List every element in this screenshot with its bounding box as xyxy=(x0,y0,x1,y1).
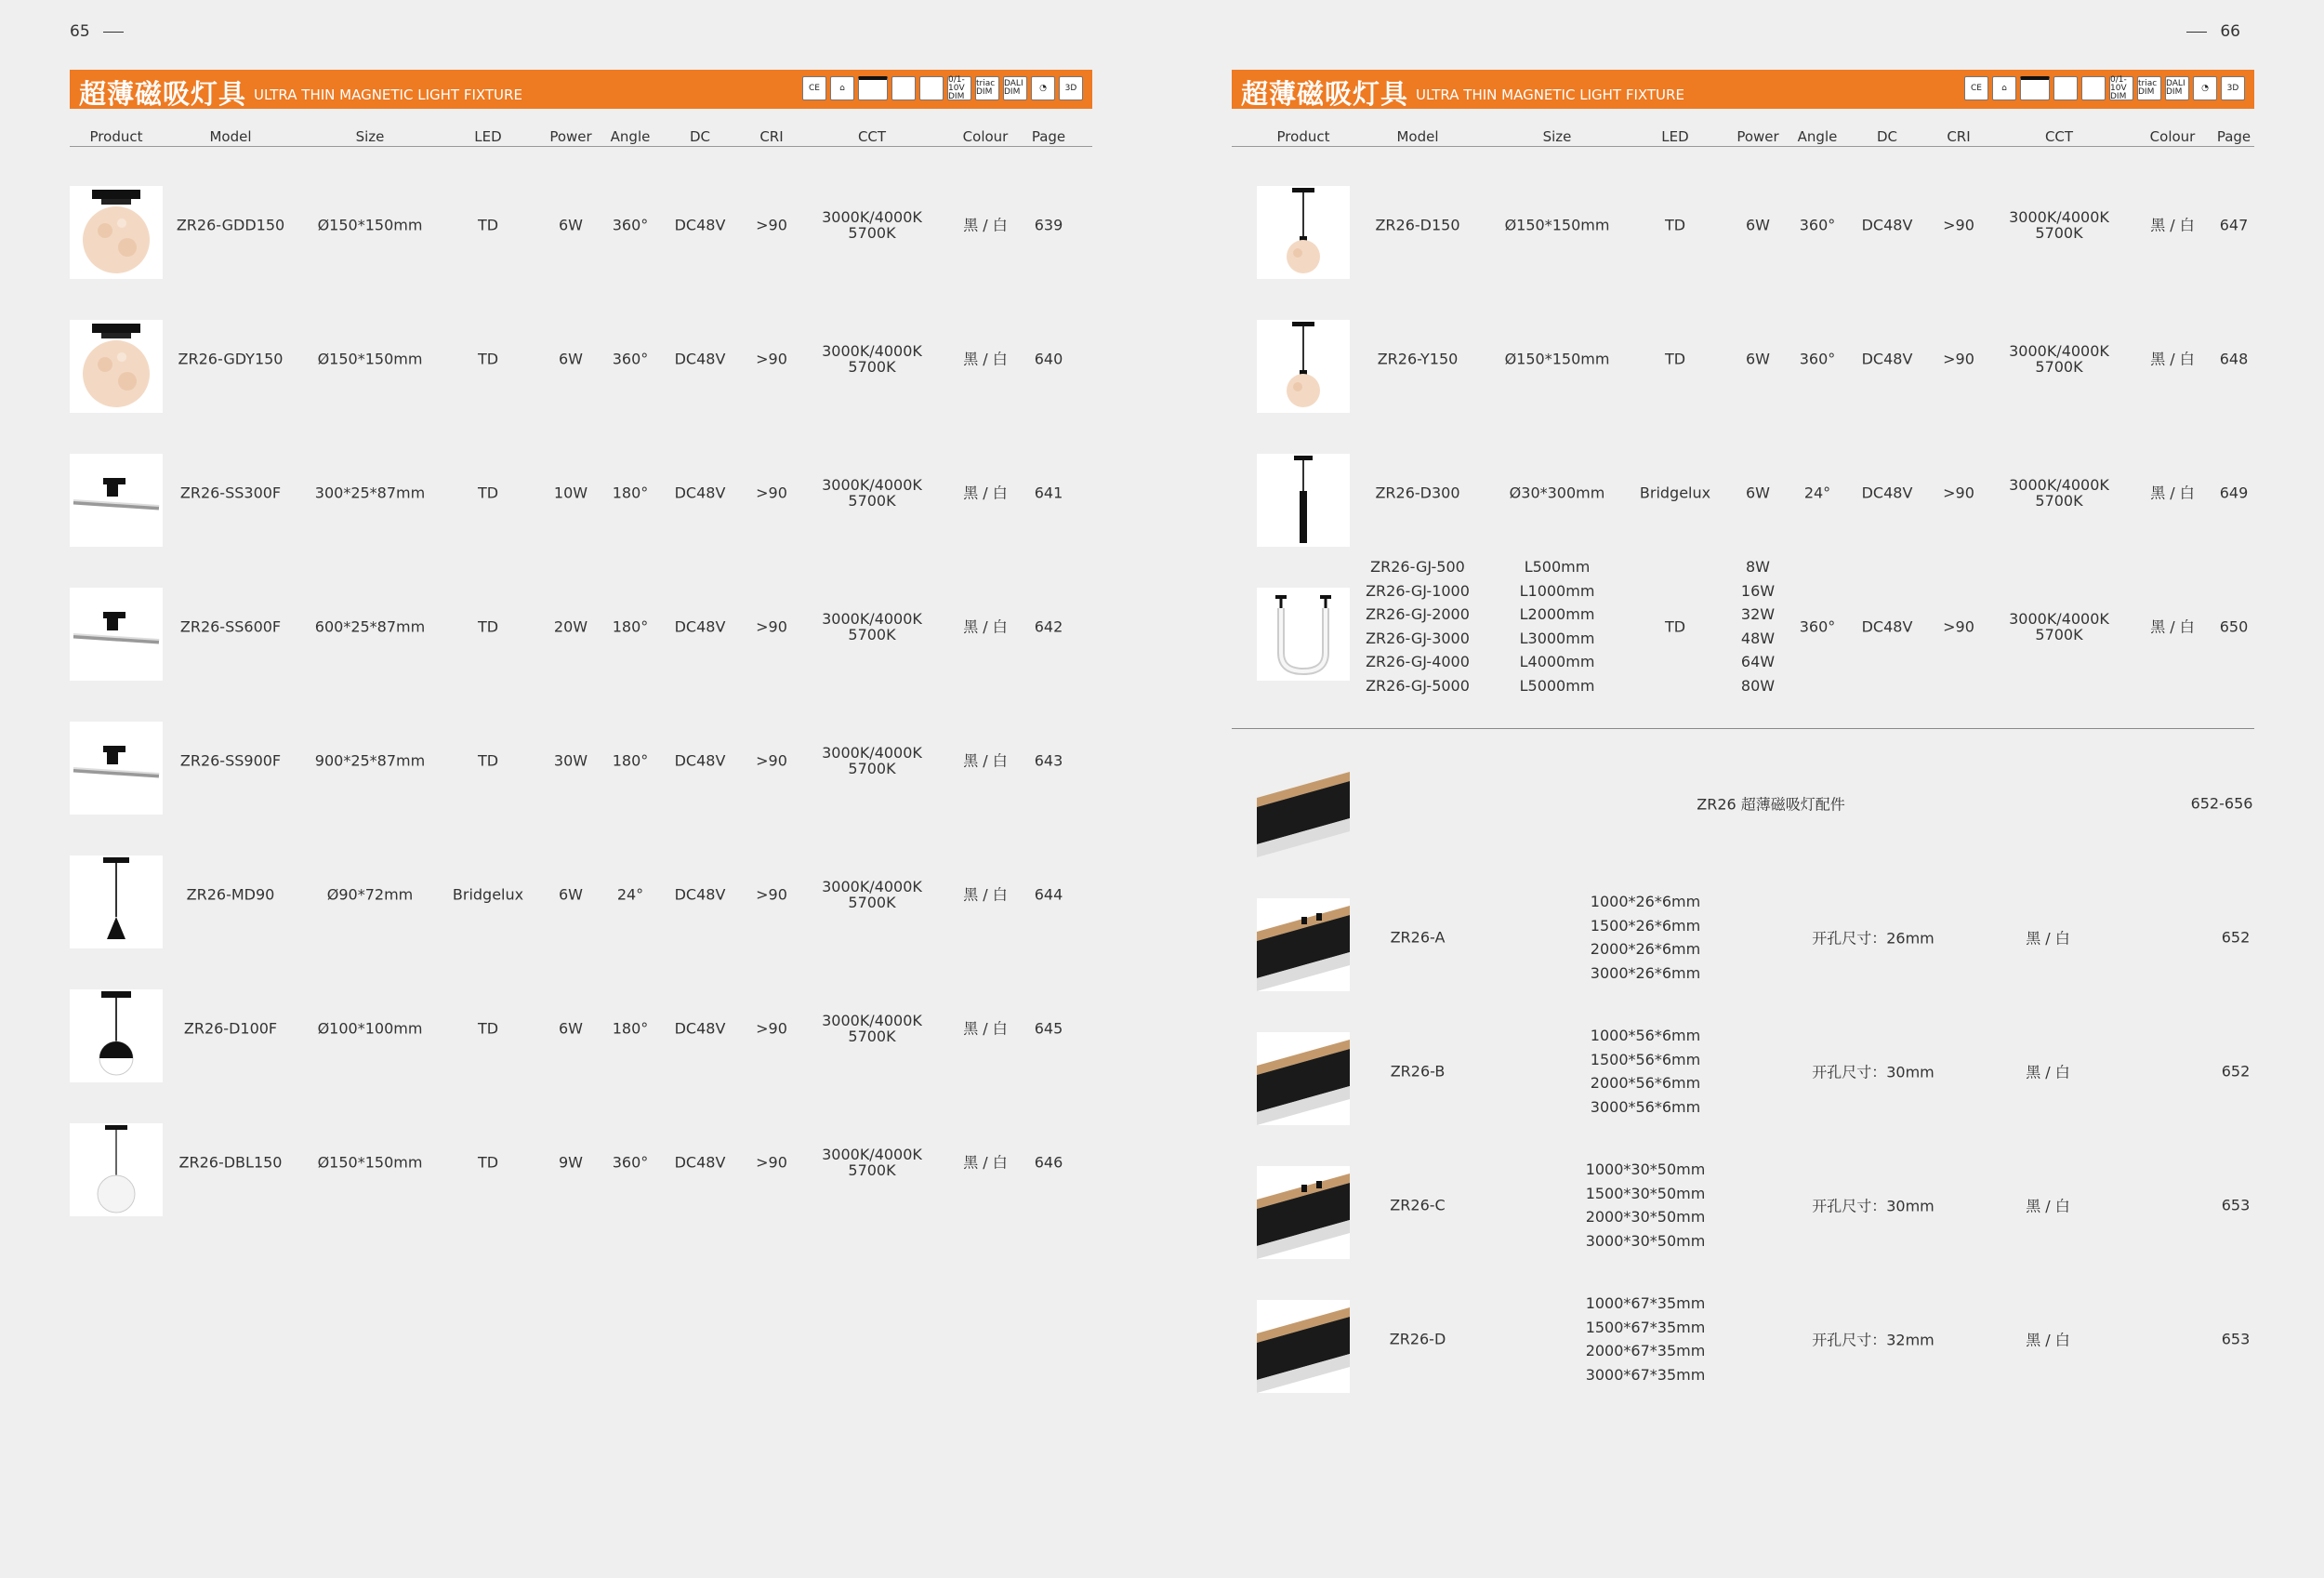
col-product: Product xyxy=(89,128,143,145)
angle-value: 180° xyxy=(612,484,649,502)
power-item: 80W xyxy=(1740,677,1776,696)
certification-badge-icon: 0/1-10V DIM xyxy=(947,76,971,100)
cct-line: 5700K xyxy=(848,492,896,510)
led-value: TD xyxy=(477,350,499,368)
model-value: ZR26-SS900F xyxy=(179,751,282,770)
colour-value: 黑 / 白 xyxy=(2026,1063,2070,1081)
page-ref: 653 xyxy=(2221,1196,2251,1214)
page-ref: 642 xyxy=(1034,617,1063,636)
size-list xyxy=(1520,555,1595,698)
flexible-tube-light-icon xyxy=(1257,588,1350,681)
accessories-title: ZR26 超薄磁吸灯配件 xyxy=(1697,795,1845,814)
size-value: 900*25*87mm xyxy=(314,751,426,770)
model-value: ZR26-Y150 xyxy=(1377,350,1459,368)
size-item: 2000*26*6mm xyxy=(1590,940,1701,958)
colour-value: 黑 / 白 xyxy=(2026,929,2070,948)
cri-value: >90 xyxy=(756,1153,787,1172)
size-value: Ø90*72mm xyxy=(326,885,414,904)
col-led: LED xyxy=(474,128,502,145)
cct-line: 3000K/4000K xyxy=(822,1012,922,1029)
size-list xyxy=(1591,890,1700,985)
moon-pendant-icon xyxy=(1257,320,1350,413)
cri-value: >90 xyxy=(756,751,787,770)
page-ref: 652 xyxy=(2221,1062,2251,1081)
cutout-value: 开孔尺寸：26mm xyxy=(1812,929,1934,948)
cct-line: 3000K/4000K xyxy=(2009,610,2109,628)
dc-value: DC48V xyxy=(674,1153,726,1172)
col-cct: CCT xyxy=(2044,128,2074,145)
angle-value: 360° xyxy=(1799,617,1836,636)
cct-value xyxy=(2009,477,2109,509)
dc-value: DC48V xyxy=(674,885,726,904)
col-angle: Angle xyxy=(1797,128,1838,145)
led-value: TD xyxy=(477,617,499,636)
model-value: ZR26-GDD150 xyxy=(176,216,285,234)
section-banner xyxy=(70,70,1092,109)
page-ref: 643 xyxy=(1034,751,1063,770)
col-colour: Colour xyxy=(962,128,1009,145)
dc-value: DC48V xyxy=(674,484,726,502)
size-value: Ø150*150mm xyxy=(317,350,423,368)
col-dc: DC xyxy=(689,128,711,145)
cutout-value: 开孔尺寸：30mm xyxy=(1812,1063,1934,1081)
size-item: 3000*26*6mm xyxy=(1590,963,1701,982)
power-item: 48W xyxy=(1740,630,1776,647)
angle-value: 180° xyxy=(612,751,649,770)
model-value: ZR26-A xyxy=(1390,928,1446,947)
model-value: ZR26-C xyxy=(1390,1196,1446,1214)
linear-bar-light-icon xyxy=(70,454,163,547)
accessory-row xyxy=(1232,870,2254,1004)
magnetic-track-icon xyxy=(1257,1300,1350,1393)
certification-badge-icon: ⌂ xyxy=(830,76,854,100)
power-list xyxy=(1741,555,1775,698)
cct-line: 3000K/4000K xyxy=(822,878,922,895)
size-item: 2000*67*35mm xyxy=(1585,1342,1706,1359)
power-value: 6W xyxy=(1746,484,1770,502)
certification-badge-icon: ⌂ xyxy=(1992,76,2016,100)
colour-value: 黑 / 白 xyxy=(963,1019,1008,1038)
col-power: Power xyxy=(549,128,592,145)
accessory-row xyxy=(1232,1004,2254,1138)
certification-badge-icon: triac DIM xyxy=(975,76,999,100)
cct-value xyxy=(822,1013,922,1044)
globe-pendant-icon xyxy=(70,1123,163,1216)
cct-line: 5700K xyxy=(848,358,896,376)
certification-badge-icon: DALI DIM xyxy=(2165,76,2189,100)
power-value: 6W xyxy=(559,216,583,234)
model-value: ZR26-D100F xyxy=(183,1019,278,1038)
col-cri: CRI xyxy=(759,128,784,145)
model-item: ZR26-GJ-500 xyxy=(1370,558,1465,577)
cct-line: 5700K xyxy=(848,760,896,777)
certification-icons xyxy=(802,76,1083,100)
model-value: ZR26-MD90 xyxy=(186,885,275,904)
model-value: ZR26-GDY150 xyxy=(178,350,284,368)
page-ref: 640 xyxy=(1034,350,1063,368)
cri-value: >90 xyxy=(756,484,787,502)
size-item: L3000mm xyxy=(1519,630,1595,647)
cct-line: 3000K/4000K xyxy=(822,476,922,494)
model-item: ZR26-GJ-1000 xyxy=(1366,581,1470,600)
cri-value: >90 xyxy=(1943,617,1974,636)
cct-value xyxy=(822,611,922,643)
model-value: ZR26-SS300F xyxy=(179,484,282,502)
colour-value: 黑 / 白 xyxy=(2150,484,2195,502)
cct-line: 5700K xyxy=(848,626,896,643)
colour-value: 黑 / 白 xyxy=(2026,1331,2070,1349)
table-row xyxy=(70,961,1092,1095)
table-row xyxy=(70,426,1092,560)
page-ref: 645 xyxy=(1034,1019,1063,1038)
angle-value: 24° xyxy=(1803,484,1831,502)
product-table-left xyxy=(70,147,1092,1229)
cct-line: 3000K/4000K xyxy=(2009,208,2109,226)
table-row xyxy=(70,828,1092,961)
angle-value: 180° xyxy=(612,617,649,636)
moon-ceiling-lamp-icon xyxy=(70,320,163,413)
size-item: L500mm xyxy=(1524,558,1591,577)
col-product: Product xyxy=(1276,128,1330,145)
magnetic-track-icon xyxy=(1257,1032,1350,1125)
banner-title-en: ULTRA THIN MAGNETIC LIGHT FIXTURE xyxy=(254,86,522,103)
power-value: 6W xyxy=(559,885,583,904)
size-list xyxy=(1586,1158,1706,1253)
size-item: 3000*56*6mm xyxy=(1590,1097,1701,1116)
table-row xyxy=(1232,426,2254,560)
magnetic-track-icon xyxy=(1257,1166,1350,1259)
cct-line: 5700K xyxy=(2035,626,2083,643)
col-cri: CRI xyxy=(1947,128,1971,145)
page-number-left xyxy=(70,22,137,41)
angle-value: 360° xyxy=(612,1153,649,1172)
table-row xyxy=(70,1095,1092,1229)
accessory-row xyxy=(1232,1138,2254,1272)
colour-value: 黑 / 白 xyxy=(2026,1197,2070,1215)
size-item: 1500*67*35mm xyxy=(1585,1318,1706,1336)
model-value: ZR26-DBL150 xyxy=(178,1153,283,1172)
size-item: 1500*30*50mm xyxy=(1585,1184,1706,1202)
led-value: TD xyxy=(1664,617,1686,636)
col-led: LED xyxy=(1661,128,1689,145)
power-value: 30W xyxy=(553,751,588,770)
colour-value: 黑 / 白 xyxy=(963,885,1008,904)
led-value: Bridgelux xyxy=(452,885,524,904)
certification-badge-icon: triac DIM xyxy=(2137,76,2161,100)
power-value: 6W xyxy=(559,350,583,368)
colour-value: 黑 / 白 xyxy=(963,350,1008,368)
linear-bar-light-icon xyxy=(70,588,163,681)
size-value: Ø150*150mm xyxy=(1504,216,1610,234)
size-item: 1500*56*6mm xyxy=(1590,1050,1701,1068)
banner-title-en: ULTRA THIN MAGNETIC LIGHT FIXTURE xyxy=(1416,86,1684,103)
tube-pendant-icon xyxy=(1257,454,1350,547)
col-size: Size xyxy=(355,128,385,145)
cct-value xyxy=(2009,611,2109,643)
led-value: TD xyxy=(477,1153,499,1172)
angle-value: 360° xyxy=(1799,216,1836,234)
page-ref: 644 xyxy=(1034,885,1063,904)
size-item: 1000*30*50mm xyxy=(1585,1160,1706,1178)
section-banner xyxy=(1232,70,2254,109)
colour-value: 黑 / 白 xyxy=(963,751,1008,770)
size-list xyxy=(1591,1024,1700,1119)
size-value: Ø100*100mm xyxy=(317,1019,423,1038)
colour-value: 黑 / 白 xyxy=(963,617,1008,636)
table-row xyxy=(70,694,1092,828)
col-model: Model xyxy=(1396,128,1439,145)
led-value: Bridgelux xyxy=(1639,484,1711,502)
colour-value: 黑 / 白 xyxy=(963,1153,1008,1172)
certification-badge-icon: 3D xyxy=(1059,76,1083,100)
power-item: 16W xyxy=(1740,581,1776,600)
page-ref: 648 xyxy=(2219,350,2249,368)
certification-badge-icon: CE xyxy=(1964,76,1988,100)
dc-value: DC48V xyxy=(1861,216,1913,234)
cri-value: >90 xyxy=(756,350,787,368)
page-number-right-text: 66 xyxy=(2220,22,2240,41)
model-item: ZR26-GJ-2000 xyxy=(1366,605,1470,624)
model-item: ZR26-GJ-5000 xyxy=(1366,677,1470,696)
angle-value: 24° xyxy=(616,885,644,904)
table-row xyxy=(70,292,1092,426)
table-row xyxy=(1232,158,2254,292)
page-ref: 647 xyxy=(2219,216,2249,234)
dc-value: DC48V xyxy=(1861,350,1913,368)
size-item: L1000mm xyxy=(1519,581,1595,600)
size-list xyxy=(1586,1292,1706,1386)
cct-value xyxy=(822,745,922,776)
cri-value: >90 xyxy=(1943,216,1974,234)
cri-value: >90 xyxy=(756,617,787,636)
model-value: ZR26-D150 xyxy=(1375,216,1460,234)
angle-value: 360° xyxy=(1799,350,1836,368)
dc-value: DC48V xyxy=(674,1019,726,1038)
cct-line: 3000K/4000K xyxy=(2009,476,2109,494)
cct-line: 3000K/4000K xyxy=(822,342,922,360)
size-item: 1000*56*6mm xyxy=(1590,1026,1701,1044)
table-row xyxy=(70,560,1092,694)
table-row xyxy=(1232,292,2254,426)
accessory-row xyxy=(1232,1272,2254,1406)
cct-line: 5700K xyxy=(848,224,896,242)
angle-value: 360° xyxy=(612,350,649,368)
power-value: 6W xyxy=(1746,216,1770,234)
power-value: 6W xyxy=(1746,350,1770,368)
cct-value xyxy=(822,1147,922,1178)
col-model: Model xyxy=(209,128,252,145)
certification-badge-icon xyxy=(858,76,888,100)
cri-value: >90 xyxy=(756,885,787,904)
cri-value: >90 xyxy=(1943,350,1974,368)
size-item: 2000*30*50mm xyxy=(1585,1208,1706,1226)
dc-value: DC48V xyxy=(674,617,726,636)
power-item: 64W xyxy=(1740,653,1776,671)
colour-value: 黑 / 白 xyxy=(963,484,1008,502)
page-ref: 649 xyxy=(2219,484,2249,502)
power-value: 10W xyxy=(553,484,588,502)
size-item: 1000*26*6mm xyxy=(1590,892,1701,910)
product-table-right xyxy=(1232,147,2254,560)
power-item: 8W xyxy=(1746,558,1770,577)
cri-value: >90 xyxy=(1943,484,1974,502)
size-value: Ø150*150mm xyxy=(317,1153,423,1172)
cct-line: 3000K/4000K xyxy=(2009,342,2109,360)
model-value: ZR26-SS600F xyxy=(179,617,282,636)
catalog-page-right xyxy=(1232,70,2254,1406)
power-value: 20W xyxy=(553,617,588,636)
cct-line: 3000K/4000K xyxy=(822,208,922,226)
model-value: ZR26-D300 xyxy=(1375,484,1460,502)
cri-value: >90 xyxy=(756,216,787,234)
accessories-table xyxy=(1232,870,2254,1406)
cct-value xyxy=(2009,209,2109,241)
moon-pendant-icon xyxy=(1257,186,1350,279)
angle-value: 180° xyxy=(612,1019,649,1038)
size-item: 1000*67*35mm xyxy=(1585,1293,1706,1312)
col-page: Page xyxy=(1031,128,1066,145)
colour-value: 黑 / 白 xyxy=(963,216,1008,234)
model-value: ZR26-D xyxy=(1389,1330,1446,1348)
cct-value xyxy=(822,343,922,375)
certification-badge-icon: CE xyxy=(802,76,826,100)
col-colour: Colour xyxy=(2149,128,2196,145)
section-divider xyxy=(1232,728,2254,729)
dc-value: DC48V xyxy=(674,751,726,770)
table-header xyxy=(1232,109,2254,147)
colour-value: 黑 / 白 xyxy=(2150,216,2195,234)
cri-value: >90 xyxy=(756,1019,787,1038)
banner-title-zh: 超薄磁吸灯具 xyxy=(1241,78,1409,110)
cct-line: 3000K/4000K xyxy=(822,610,922,628)
cct-line: 5700K xyxy=(2035,492,2083,510)
size-item: 2000*56*6mm xyxy=(1590,1074,1701,1092)
certification-badge-icon: ◔ xyxy=(2193,76,2217,100)
certification-badge-icon xyxy=(2020,76,2050,100)
col-power: Power xyxy=(1736,128,1779,145)
size-value: Ø30*300mm xyxy=(1509,484,1605,502)
led-value: TD xyxy=(477,1019,499,1038)
colour-value: 黑 / 白 xyxy=(2150,617,2195,636)
certification-badge-icon: 3D xyxy=(2221,76,2245,100)
angle-value: 360° xyxy=(612,216,649,234)
led-value: TD xyxy=(1664,216,1686,234)
power-value: 9W xyxy=(559,1153,583,1172)
table-row xyxy=(1232,560,2254,694)
cutout-value: 开孔尺寸：32mm xyxy=(1812,1331,1934,1349)
cone-pendant-icon xyxy=(70,855,163,948)
size-value: Ø150*150mm xyxy=(1504,350,1610,368)
moon-ceiling-lamp-icon xyxy=(70,186,163,279)
half-globe-pendant-icon xyxy=(70,989,163,1082)
accessories-page-range: 652-656 xyxy=(2190,794,2253,813)
cct-line: 5700K xyxy=(848,1161,896,1179)
page-ref: 646 xyxy=(1034,1153,1063,1172)
accessories-header-row xyxy=(1232,736,2254,870)
cct-value xyxy=(822,879,922,910)
power-item: 32W xyxy=(1740,605,1776,624)
size-value: Ø150*150mm xyxy=(317,216,423,234)
col-size: Size xyxy=(1542,128,1572,145)
col-cct: CCT xyxy=(857,128,887,145)
magnetic-track-icon xyxy=(1257,764,1350,857)
colour-value: 黑 / 白 xyxy=(2150,350,2195,368)
size-value: 300*25*87mm xyxy=(314,484,426,502)
dc-value: DC48V xyxy=(1861,617,1913,636)
cct-value xyxy=(2009,343,2109,375)
model-value: ZR26-B xyxy=(1390,1062,1446,1081)
page-dash xyxy=(103,32,124,33)
page-number-left-text: 65 xyxy=(70,22,90,41)
linear-bar-light-icon xyxy=(70,722,163,815)
dc-value: DC48V xyxy=(674,350,726,368)
size-item: L4000mm xyxy=(1519,653,1595,671)
magnetic-track-icon xyxy=(1257,898,1350,991)
led-value: TD xyxy=(477,484,499,502)
certification-badge-icon xyxy=(919,76,944,100)
led-value: TD xyxy=(477,216,499,234)
col-angle: Angle xyxy=(610,128,651,145)
size-value: 600*25*87mm xyxy=(314,617,426,636)
catalog-page-left xyxy=(70,70,1092,1229)
model-item: ZR26-GJ-3000 xyxy=(1366,630,1470,647)
certification-icons xyxy=(1964,76,2245,100)
cct-value xyxy=(822,209,922,241)
cct-line: 5700K xyxy=(848,894,896,911)
page-ref: 641 xyxy=(1034,484,1063,502)
cct-line: 3000K/4000K xyxy=(822,744,922,762)
certification-badge-icon: ◔ xyxy=(1031,76,1055,100)
certification-badge-icon xyxy=(2081,76,2106,100)
banner-title-zh: 超薄磁吸灯具 xyxy=(79,78,247,110)
led-value: TD xyxy=(1664,350,1686,368)
size-item: 3000*67*35mm xyxy=(1585,1365,1706,1384)
page-ref: 650 xyxy=(2219,617,2249,636)
size-item: 3000*30*50mm xyxy=(1585,1231,1706,1250)
dc-value: DC48V xyxy=(1861,484,1913,502)
model-list xyxy=(1366,555,1470,698)
page-ref: 652 xyxy=(2221,928,2251,947)
size-item: L5000mm xyxy=(1519,677,1595,696)
size-item: 1500*26*6mm xyxy=(1590,916,1701,935)
col-page: Page xyxy=(2216,128,2251,145)
col-dc: DC xyxy=(1876,128,1898,145)
table-row xyxy=(70,158,1092,292)
certification-badge-icon xyxy=(2053,76,2078,100)
cct-line: 5700K xyxy=(848,1028,896,1045)
certification-badge-icon: DALI DIM xyxy=(1003,76,1027,100)
power-value: 6W xyxy=(559,1019,583,1038)
certification-badge-icon: 0/1-10V DIM xyxy=(2109,76,2133,100)
cutout-value: 开孔尺寸：30mm xyxy=(1812,1197,1934,1215)
table-header xyxy=(70,109,1092,147)
cct-line: 5700K xyxy=(2035,358,2083,376)
cct-line: 3000K/4000K xyxy=(822,1146,922,1163)
certification-badge-icon xyxy=(891,76,916,100)
page-ref: 653 xyxy=(2221,1330,2251,1348)
page-ref: 639 xyxy=(1034,216,1063,234)
cct-line: 5700K xyxy=(2035,224,2083,242)
model-item: ZR26-GJ-4000 xyxy=(1366,653,1470,671)
led-value: TD xyxy=(477,751,499,770)
size-item: L2000mm xyxy=(1519,605,1595,624)
dc-value: DC48V xyxy=(674,216,726,234)
cct-value xyxy=(822,477,922,509)
page-number-right xyxy=(2173,22,2240,41)
page-dash xyxy=(2186,32,2207,33)
